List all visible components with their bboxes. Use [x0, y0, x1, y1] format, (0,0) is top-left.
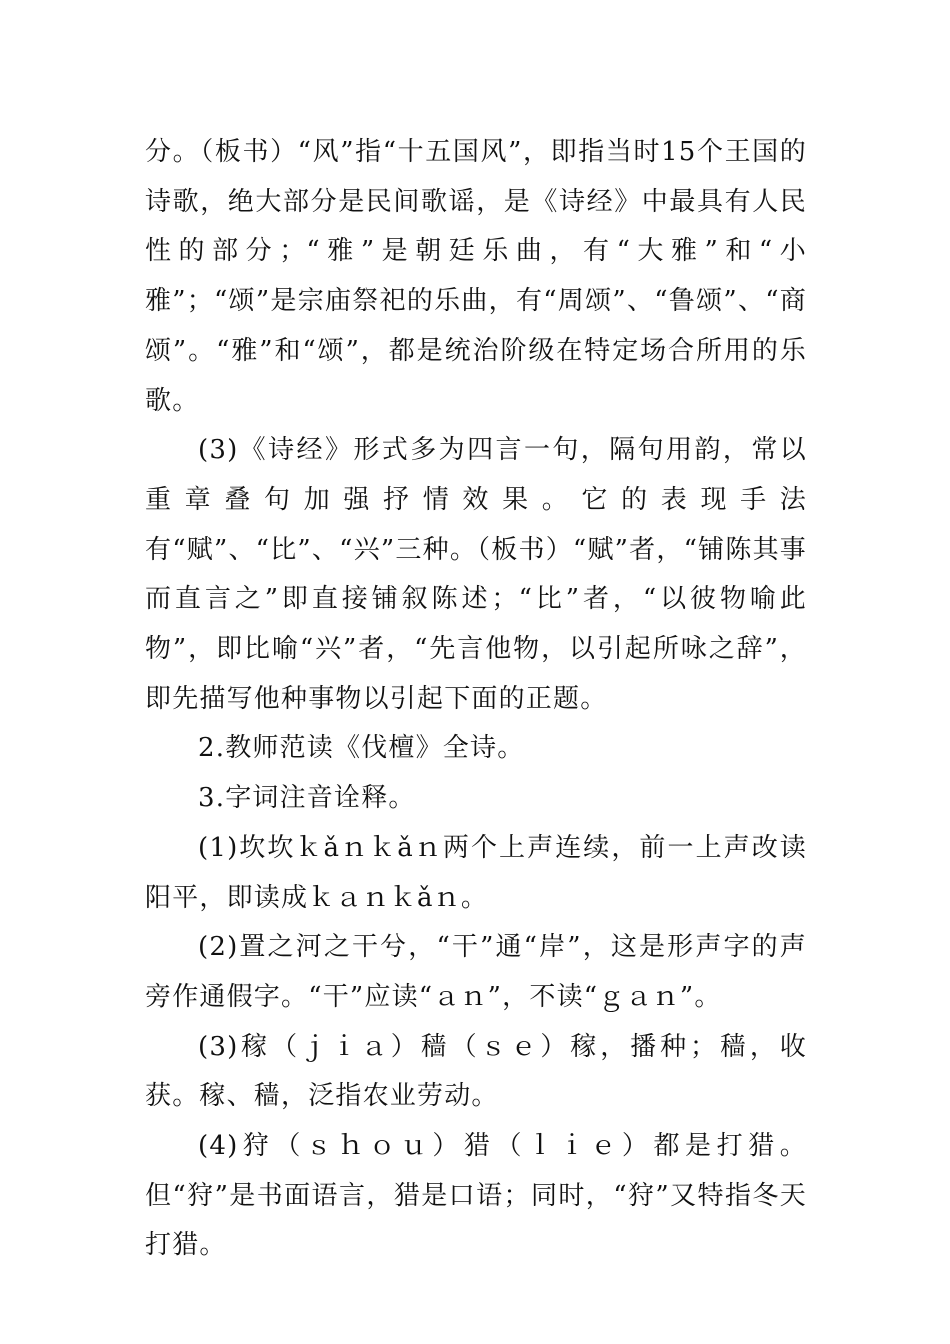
paragraph-vocab-heading: 3.字词注音诠释。 — [198, 783, 416, 814]
paragraph-vocab-4: (4)狩（ｓｈｏｕ）猎（ｌｉｅ）都是打猎。但“狩”是书面语言，猎是口语；同时，“狩”又特指冬天打猎。 — [145, 1131, 807, 1261]
document-body — [145, 128, 807, 1271]
paragraph-vocab-3: (3)稼（ｊｉａ）穑（ｓｅ）稼，播种；穑，收获。稼、穑，泛指农业劳动。 — [145, 1031, 807, 1112]
paragraph-poetry-form: (3)《诗经》形式多为四言一句，隔句用韵，常以重章叠句加强抒情效果。它的表现手法有“赋”、“比”、“兴”三种。（板书）“赋”者，“铺陈其事而直言之”即直接铺叙陈述；“比”者，“以彼物喻此物”，即比喻“兴”者，“先言他物，以引起所咏之辞”，即先描写他种事物以引起下面的正题。 — [145, 435, 807, 714]
paragraph-vocab-1: (1)坎坎ｋǎｎｋǎｎ两个上声连续，前一上声改读阳平，即读成ｋａｎｋǎｎ。 — [145, 832, 807, 913]
paragraph-poetry-categories: 分。（板书）“风”指“十五国风”，即指当时15个王国的诗歌，绝大部分是民间歌谣，是《诗经》中最具有人民性的部分；“雅”是朝廷乐曲，有“大雅”和“小雅”；“颂”是宗庙祭祀的乐曲，有“周颂”、“鲁颂”、“商颂”。“雅”和“颂”，都是统治阶级在特定场合所用的乐歌。 — [145, 137, 807, 416]
paragraph-vocab-2: (2)置之河之干兮，“干”通“岸”，这是形声字的声旁作通假字。“干”应读“ａｎ”，不读“ｇａｎ”。 — [145, 932, 807, 1012]
paragraph-teacher-reading: 2.教师范读《伐檀》全诗。 — [198, 733, 525, 764]
